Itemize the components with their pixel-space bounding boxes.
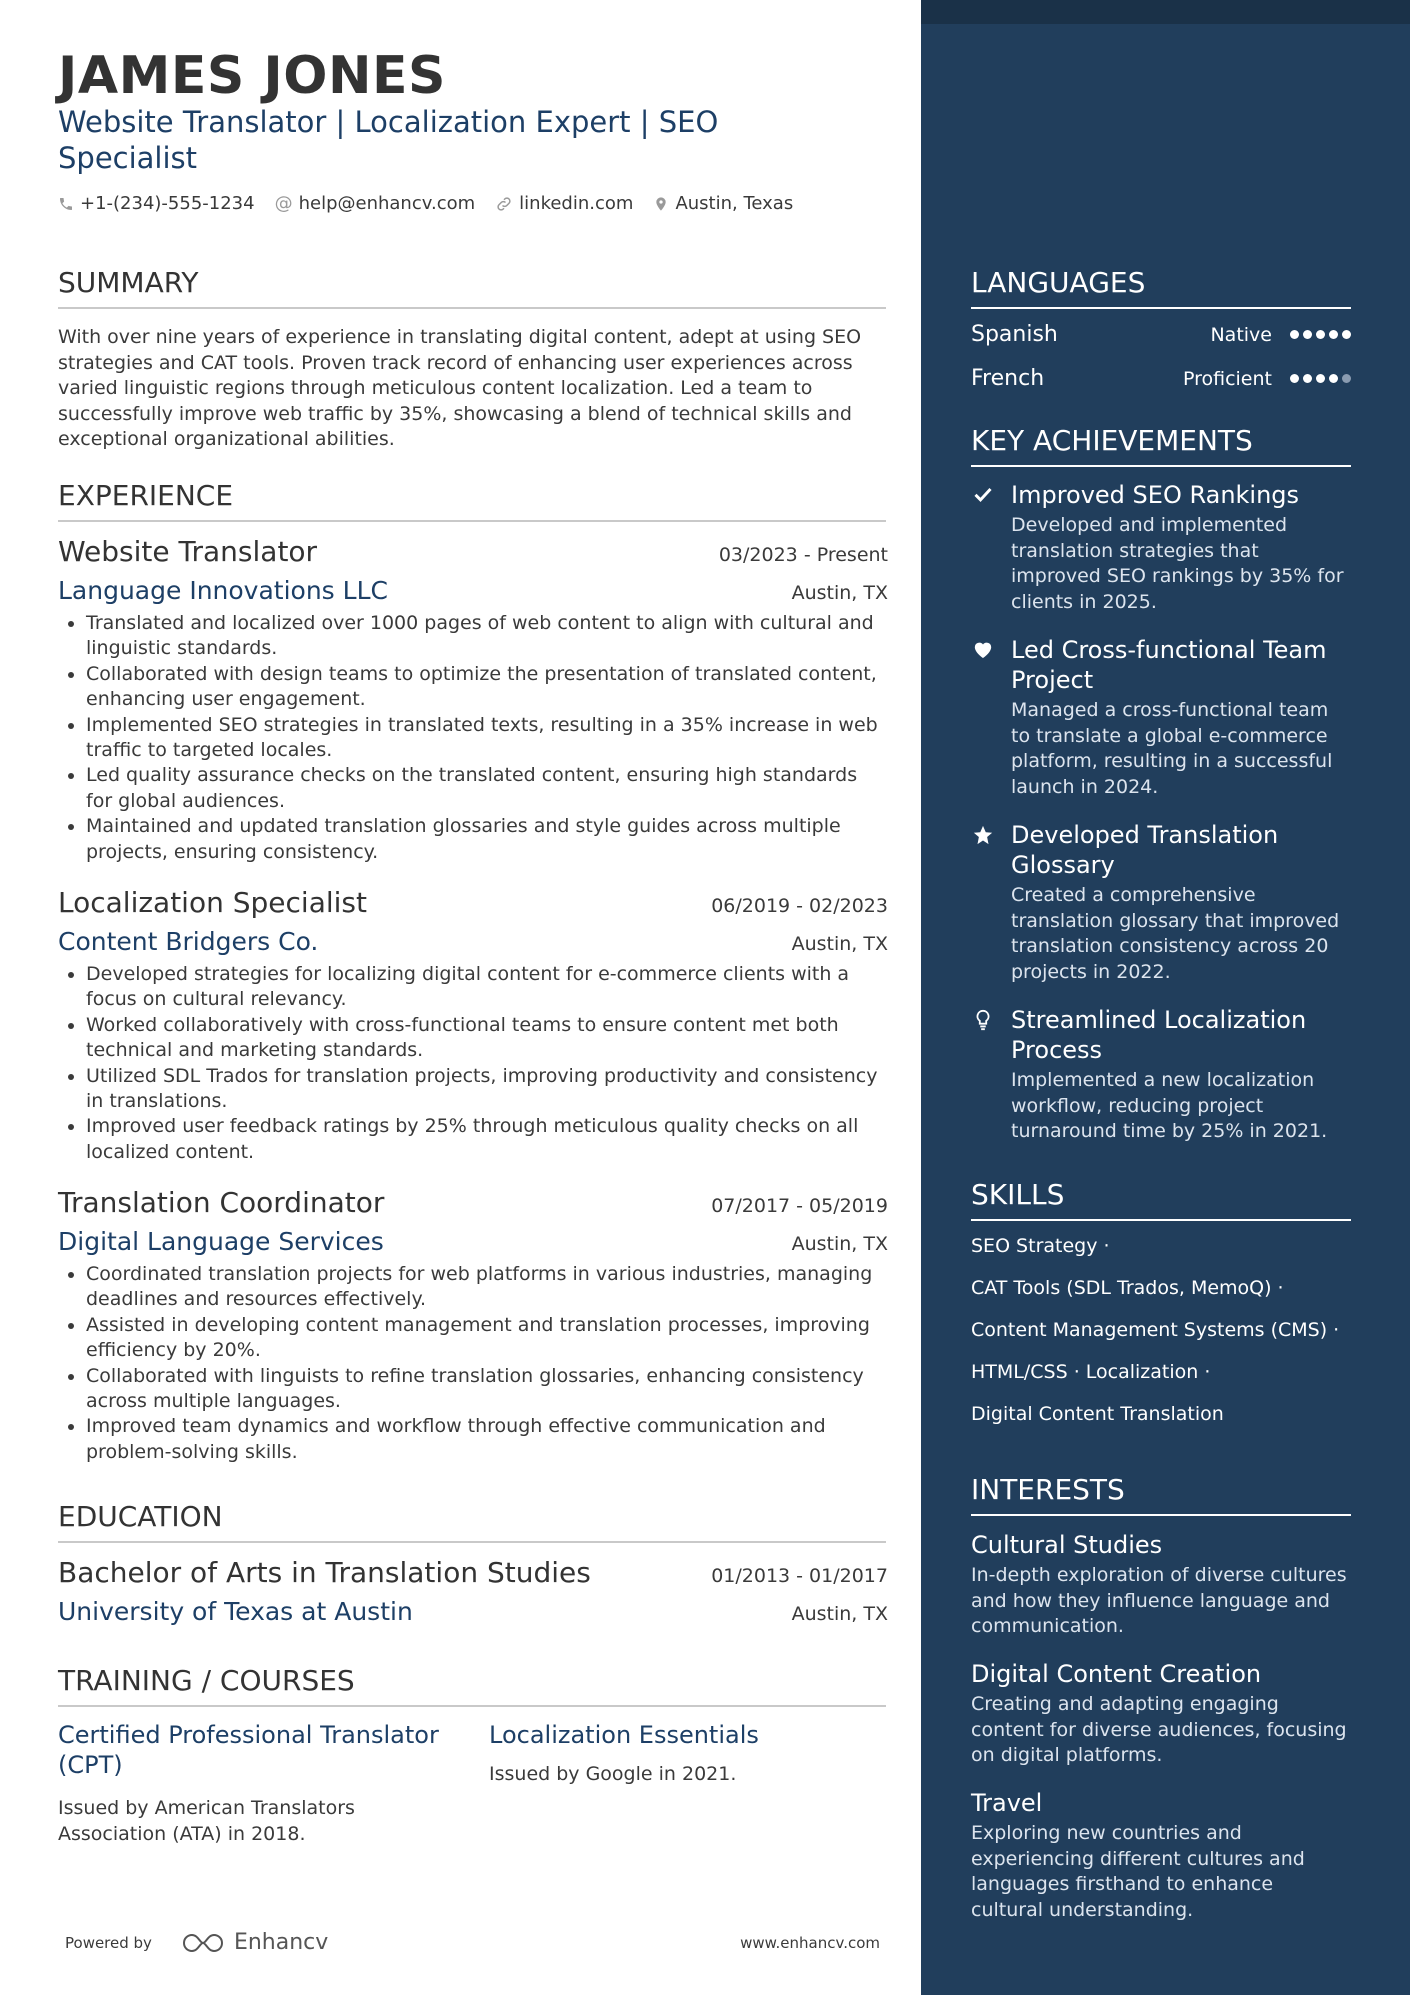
language-rating — [1286, 330, 1351, 339]
rating-dot-filled — [1329, 330, 1338, 339]
school-location: Austin, TX — [791, 1603, 888, 1625]
interest-title: Cultural Studies — [971, 1531, 1163, 1559]
job-date: 07/2017 - 05/2019 — [711, 1195, 888, 1217]
course-title: Localization Essentials — [489, 1721, 759, 1749]
rating-dot-filled — [1329, 374, 1338, 383]
job-bullets — [58, 611, 888, 865]
language-row — [971, 322, 1351, 347]
achievement-title: Led Cross-functional Team Project — [1011, 636, 1327, 694]
contact-text: linkedin.com — [519, 193, 634, 214]
rating-dot-filled — [1303, 374, 1312, 383]
interest-desc: In-depth exploration of diverse cultures and how they influence language and communication. — [971, 1564, 1347, 1637]
school-name: University of Texas at Austin — [58, 1597, 413, 1626]
heart-icon — [971, 639, 995, 664]
interest-item — [971, 1530, 1351, 1640]
job-title: Translation Coordinator — [58, 1186, 385, 1219]
at-icon: @ — [274, 193, 293, 214]
education-date: 01/2013 - 01/2017 — [711, 1565, 888, 1587]
bullet: • Maintained and updated translation glossaries and style guides across multiple projects, ensuring consistency. — [86, 814, 888, 865]
bullet: • Worked collaboratively with cross-functional teams to ensure content met both technical and marketing standards. — [86, 1013, 888, 1064]
job-entry — [58, 886, 888, 1165]
skills-heading: SKILLS — [971, 1178, 1351, 1221]
bullet: • Developed strategies for localizing digital content for e-commerce clients with a focus on cultural relevancy. — [86, 962, 888, 1013]
degree-title: Bachelor of Arts in Translation Studies — [58, 1556, 591, 1589]
contact-phone[interactable] — [58, 193, 255, 214]
achievement-desc: Implemented a new localization workflow, reducing project turnaround time by 25% in 2021. — [1011, 1069, 1328, 1142]
achievement-desc: Developed and implemented translation strategies that improved SEO rankings by 35% for clients in 2025. — [1011, 514, 1344, 613]
achievement-desc: Managed a cross-functional team to translate a global e-commerce platform, resulting in a successful launch in 2024. — [1011, 699, 1333, 798]
rating-dot-filled — [1342, 330, 1351, 339]
bullet: • Led quality assurance checks on the translated content, ensuring high standards for global audiences. — [86, 763, 888, 814]
skills-list — [971, 1230, 1371, 1440]
achievement-title: Streamlined Localization Process — [1011, 1006, 1307, 1064]
summary-text: With over nine years of experience in translating digital content, adept at using SEO strategies and CAT tools. Proven track record of enhancing user experiences across varied linguistic regions through meticulous content localization. Led a team to successfully improve web traffic by 35%, showcasing a blend of technical skills and exceptional organizational abilities. — [58, 326, 862, 450]
bullet: • Collaborated with linguists to refine translation glossaries, enhancing consistency across multiple languages. — [86, 1364, 888, 1415]
contact-text: Austin, Texas — [675, 193, 794, 214]
job-entry — [58, 1186, 888, 1465]
sidebar-top-band — [921, 0, 1410, 24]
star-icon — [971, 824, 995, 851]
lightbulb-icon — [971, 1009, 995, 1036]
language-name: Spanish — [971, 322, 1058, 347]
bullet: • Utilized SDL Trados for translation projects, improving productivity and consistency in translations. — [86, 1064, 888, 1115]
footer — [58, 1930, 888, 1955]
interest-title: Travel — [971, 1789, 1043, 1817]
contact-text: help@enhancv.com — [298, 193, 476, 214]
contact-location — [653, 193, 793, 214]
interest-title: Digital Content Creation — [971, 1660, 1262, 1688]
skill-item: Digital Content Translation — [971, 1403, 1224, 1425]
language-rating — [1286, 374, 1351, 383]
job-entry — [58, 535, 888, 865]
phone-icon — [58, 196, 74, 212]
interest-desc: Exploring new countries and experiencing different cultures and languages firsthand to enhance cultural understanding. — [971, 1822, 1305, 1921]
footer-url[interactable]: www.enhancv.com — [740, 1933, 880, 1952]
rating-dot-filled — [1290, 330, 1299, 339]
course-title: Certified Professional Translator (CPT) — [58, 1721, 439, 1779]
bullet: • Collaborated with design teams to optimize the presentation of translated content, enhancing user engagement. — [86, 662, 888, 713]
job-date: 06/2019 - 02/2023 — [711, 895, 888, 917]
job-date: 03/2023 - Present — [718, 544, 888, 566]
achievement-item — [971, 820, 1351, 985]
sidebar — [921, 0, 1410, 1995]
bullet: • Coordinated translation projects for web platforms in various industries, managing deadlines and resources effectively. — [86, 1262, 888, 1313]
achievement-title: Improved SEO Rankings — [1011, 481, 1300, 509]
skill-item: CAT Tools (SDL Trados, MemoQ) · — [971, 1277, 1284, 1299]
candidate-name: JAMES JONES — [58, 46, 446, 106]
summary-heading: SUMMARY — [58, 266, 886, 309]
contact-email[interactable] — [275, 193, 476, 214]
checkmark-icon — [971, 484, 995, 509]
bullet: • Assisted in developing content management and translation processes, improving efficiency by 20%. — [86, 1313, 888, 1364]
job-bullets — [58, 1262, 888, 1465]
brand-name: Enhancv — [233, 1930, 329, 1955]
interest-desc: Creating and adapting engaging content for diverse audiences, focusing on digital platforms. — [971, 1693, 1347, 1766]
bullet: • Improved user feedback ratings by 25% through meticulous quality checks on all localized content. — [86, 1114, 888, 1165]
contact-text: +1-(234)-555-1234 — [80, 193, 255, 214]
language-row — [971, 366, 1351, 391]
interest-item — [971, 1788, 1351, 1923]
education-entry — [58, 1556, 888, 1626]
rating-dot-filled — [1303, 330, 1312, 339]
experience-heading: EXPERIENCE — [58, 479, 886, 522]
skill-item: Content Management Systems (CMS) · — [971, 1319, 1340, 1341]
enhancv-logo[interactable] — [180, 1930, 328, 1955]
job-title: Localization Specialist — [58, 886, 367, 919]
language-name: French — [971, 366, 1045, 391]
rating-dot-filled — [1316, 374, 1325, 383]
achievement-item — [971, 480, 1351, 615]
course-entry — [489, 1720, 888, 1788]
course-desc: Issued by Google in 2021. — [489, 1763, 737, 1785]
enhancv-logo-icon — [180, 1931, 226, 1955]
job-location: Austin, TX — [791, 582, 888, 604]
job-company: Language Innovations LLC — [58, 576, 388, 605]
contact-linkedin[interactable] — [495, 193, 633, 214]
course-desc: Issued by American Translators Association (ATA) in 2018. — [58, 1797, 355, 1845]
bullet: • Implemented SEO strategies in translated texts, resulting in a 35% increase in web traffic to targeted locales. — [86, 713, 888, 764]
contact-list — [58, 193, 813, 214]
job-company: Content Bridgers Co. — [58, 927, 319, 956]
achievement-title: Developed Translation Glossary — [1011, 821, 1279, 879]
interest-item — [971, 1659, 1351, 1769]
bullet: • Improved team dynamics and workflow through effective communication and problem-solving skills. — [86, 1414, 888, 1465]
education-heading: EDUCATION — [58, 1500, 886, 1543]
achievements-heading: KEY ACHIEVEMENTS — [971, 424, 1351, 467]
achievement-desc: Created a comprehensive translation glossary that improved translation consistency across 20 projects in 2022. — [1011, 884, 1340, 983]
rating-dot-filled — [1316, 330, 1325, 339]
achievement-item — [971, 1005, 1351, 1145]
bullet: • Translated and localized over 1000 pages of web content to align with cultural and linguistic standards. — [86, 611, 888, 662]
interests-heading: INTERESTS — [971, 1473, 1351, 1516]
job-company: Digital Language Services — [58, 1227, 384, 1256]
language-level: Native — [1210, 323, 1272, 346]
language-level: Proficient — [1182, 367, 1272, 390]
location-pin-icon — [653, 195, 669, 213]
job-location: Austin, TX — [791, 933, 888, 955]
link-icon — [495, 195, 513, 213]
candidate-title: Website Translator | Localization Expert | SEO Specialist — [58, 105, 719, 175]
languages-heading: LANGUAGES — [971, 266, 1351, 309]
rating-dot-filled — [1290, 374, 1299, 383]
skill-item: SEO Strategy · — [971, 1235, 1110, 1257]
rating-dot-empty — [1342, 374, 1351, 383]
training-heading: TRAINING / COURSES — [58, 1664, 886, 1707]
skill-item: HTML/CSS · Localization · — [971, 1361, 1211, 1383]
job-title: Website Translator — [58, 535, 318, 568]
job-location: Austin, TX — [791, 1233, 888, 1255]
course-entry — [58, 1720, 458, 1847]
job-bullets — [58, 962, 888, 1165]
achievement-item — [971, 635, 1351, 800]
powered-by-label: Powered by — [65, 1933, 152, 1952]
